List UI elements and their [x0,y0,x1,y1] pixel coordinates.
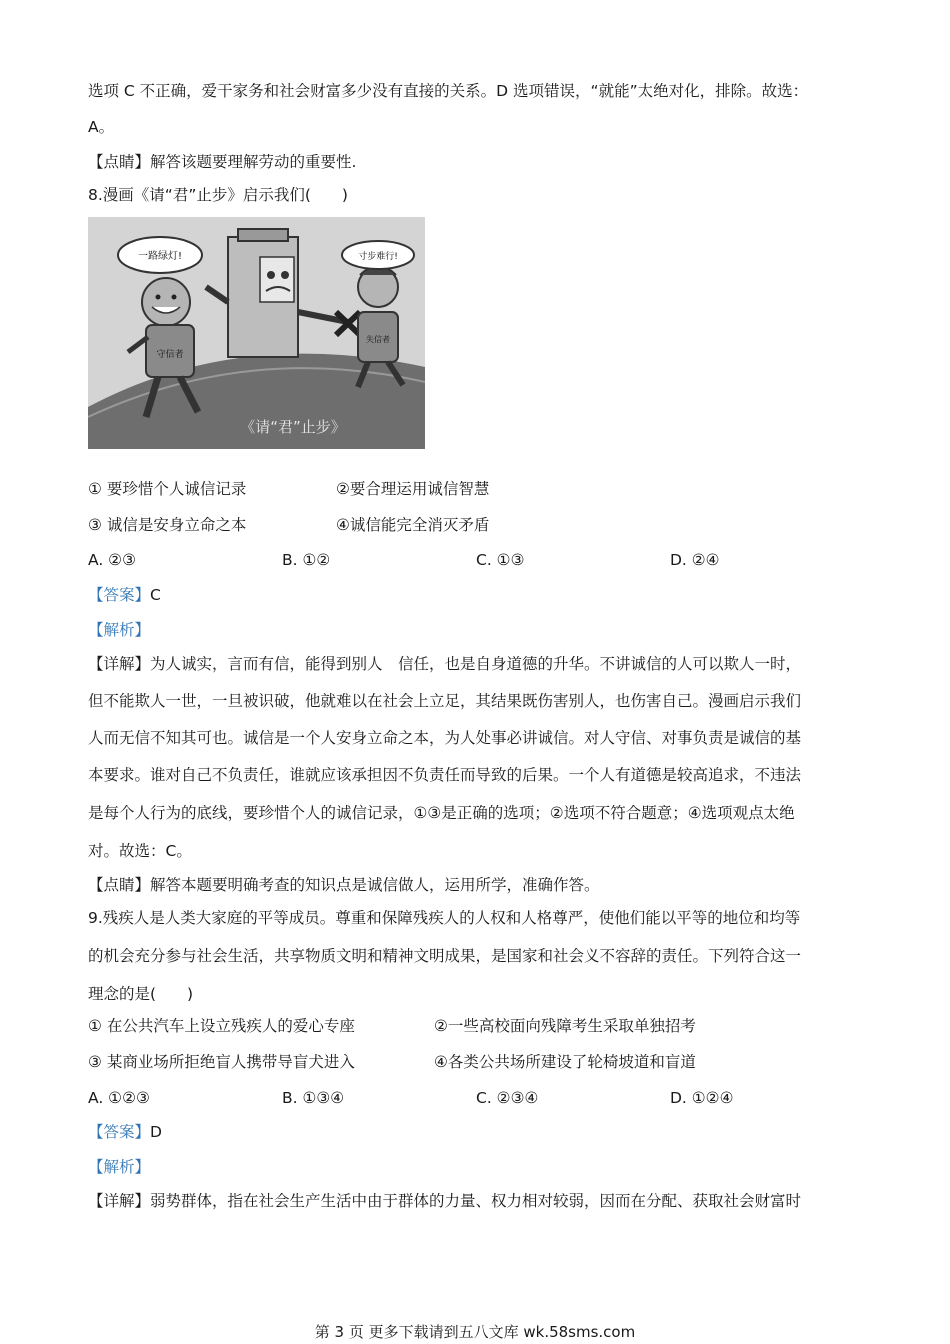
q9-option-d: D. ①②④ [670,1089,734,1107]
q8-statement-2: ②要合理运用诚信智慧 [336,480,490,498]
bubble-left-text: 一路绿灯! [137,251,183,262]
answer-value: D [150,1123,162,1141]
q9-statement-3: ③ 某商业场所拒绝盲人携带导盲犬进入 [88,1053,355,1071]
q9-answer-line [88,1122,162,1142]
q8-statement-4: ④诚信能完全消灭矛盾 [336,516,490,534]
page-footer: 第 3 页 更多下载请到五八文库 wk.58sms.com [314,1323,636,1341]
text-line: 选项 C 不正确，爱干家务和社会财富多少没有直接的关系。D 选项错误，“就能”太绝对化，排除。故选： [88,82,809,100]
answer-tag: 【答案】 [88,1123,151,1141]
answer-value: C [150,586,161,604]
q8-statement-3: ③ 诚信是安身立命之本 [88,516,247,534]
q9-option-a: A. ①②③ [88,1089,150,1107]
q9-option-b: B. ①③④ [282,1089,345,1107]
bubble-right-text: 寸步难行! [358,252,398,262]
question-8-stem: 8.漫画《请“君”止步》启示我们( ) [88,186,348,204]
q8-statement-1: ① 要珍惜个人诚信记录 [88,480,247,498]
detail-line: 但不能欺人一世，一旦被识破，他就难以在社会上立足，其结果既伤害别人，也伤害自己。漫画启示我们 [88,692,802,710]
q8-option-a: A. ②③ [88,551,136,569]
q8-option-b: B. ①② [282,551,331,569]
q8-option-d: D. ②④ [670,551,720,569]
detail-line: 【详解】弱势群体，指在社会生产生活中由于群体的力量、权力相对较弱，因而在分配、获取社会财富时 [88,1192,802,1210]
q9-statement-1: ① 在公共汽车上设立残疾人的爱心专座 [88,1017,355,1035]
question-9-stem: 的机会充分参与社会生活，共享物质文明和精神文明成果，是国家和社会义不容辞的责任。下列符合这一 [88,947,802,965]
left-figure-head [142,278,190,326]
detail-line: 是每个人行为的底线，要珍惜个人的诚信记录，①③是正确的选项；②选项不符合题意；④选项观点太绝 [88,804,795,822]
question-9-stem: 9.残疾人是人类大家庭的平等成员。尊重和保障残疾人的人权和人格尊严，使他们能以平等的地位和均等 [88,909,801,927]
detail-line: 【详解】为人诚实，言而有信，能得到别人 信任，也是自身道德的升华。不讲诚信的人可以欺人一时， [88,655,802,673]
comic-image [88,217,425,449]
answer-tag: 【答案】 [88,586,151,604]
detail-line: 本要求。谁对自己不负责任，谁就应该承担因不负责任而导致的后果。一个人有道德是较高追求，不违法 [88,766,802,784]
q9-statement-4: ④各类公共场所建设了轮椅坡道和盲道 [434,1053,696,1071]
text-line: A。 [88,118,115,136]
q9-option-c: C. ②③④ [476,1089,539,1107]
question-9-stem: 理念的是( ) [88,985,194,1003]
comic-caption: 《请“君”止步》 [240,418,346,436]
q8-answer-line [88,585,161,605]
q8-option-c: C. ①③ [476,551,525,569]
left-shirt-label: 守信者 [156,350,184,360]
analysis-tag: 【解析】 [88,1158,151,1176]
q9-statement-2: ②一些高校面向残障考生采取单独招考 [434,1017,696,1035]
dianjing-line: 【点睛】解答本题要明确考查的知识点是诚信做人，运用所学，准确作答。 [88,876,600,894]
analysis-tag: 【解析】 [88,621,151,639]
right-shirt-label: 失信者 [366,335,390,344]
dianjing-line: 【点睛】解答该题要理解劳动的重要性. [88,153,357,171]
detail-line: 对。故选：C。 [88,842,192,860]
detail-line: 人而无信不知其可也。诚信是一个人安身立命之本，为人处事必讲诚信。对人守信、对事负责是诚信的基 [88,729,802,747]
